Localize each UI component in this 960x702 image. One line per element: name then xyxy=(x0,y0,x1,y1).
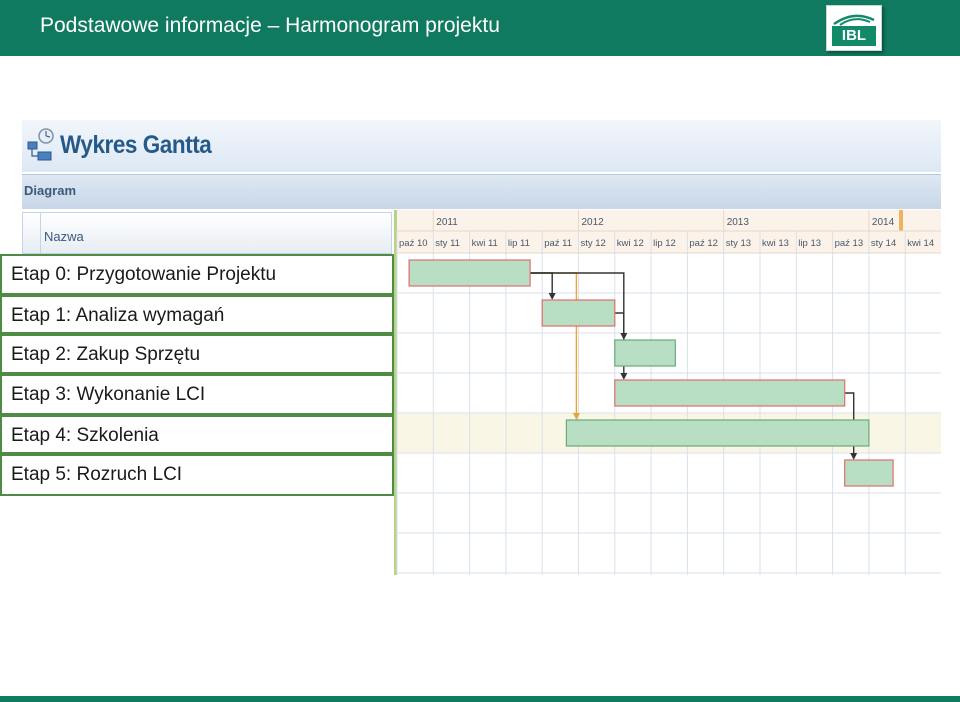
period-label: sty 13 xyxy=(725,238,752,249)
task-name-label: Etap 1: Analiza wymagań xyxy=(11,305,225,326)
timeline-right-marker xyxy=(899,210,903,231)
diagram-panel-header[interactable] xyxy=(22,174,941,209)
task-name-label: Etap 5: Rozruch LCI xyxy=(11,464,183,485)
period-label: kwi 11 xyxy=(471,238,498,249)
gantt-header xyxy=(22,120,941,172)
ibl-logo xyxy=(826,5,882,51)
year-label: 2014 xyxy=(871,217,895,228)
period-label: paź 13 xyxy=(834,238,864,249)
task-name-label: Etap 2: Zakup Sprzętu xyxy=(11,344,201,365)
period-label: sty 11 xyxy=(435,238,460,249)
logo-roof-icon xyxy=(832,8,876,26)
logo-badge xyxy=(832,26,876,46)
name-column-label: Nazwa xyxy=(44,229,84,244)
name-column-header[interactable] xyxy=(22,212,392,254)
task-bar xyxy=(615,340,676,366)
task-bar xyxy=(542,300,615,326)
diagram-label: Diagram xyxy=(24,183,77,198)
task-bar xyxy=(566,420,869,446)
period-label: paź 11 xyxy=(544,238,573,249)
column-separator xyxy=(40,213,41,253)
period-label: paź 10 xyxy=(399,238,428,249)
task-name-label: Etap 0: Przygotowanie Projektu xyxy=(11,264,277,285)
gantt-title: Wykres Gantta xyxy=(60,131,212,159)
period-label: kwi 12 xyxy=(616,238,644,249)
period-label: lip 13 xyxy=(798,238,822,249)
gantt-timeline[interactable] xyxy=(394,210,941,575)
period-label: kwi 13 xyxy=(762,238,789,249)
year-label: 2012 xyxy=(581,217,604,228)
logo-text: IBL xyxy=(841,27,867,44)
task-bar xyxy=(615,380,845,406)
task-row-name[interactable] xyxy=(0,254,394,295)
task-bar xyxy=(409,260,530,286)
gantt-chart-icon xyxy=(26,126,56,162)
task-row-name[interactable] xyxy=(0,295,394,334)
year-label: 2011 xyxy=(436,217,458,228)
task-row-name[interactable] xyxy=(0,415,394,454)
period-label: lip 11 xyxy=(507,238,530,249)
task-bar xyxy=(845,460,893,486)
period-label: sty 12 xyxy=(580,238,606,249)
period-label: kwi 14 xyxy=(907,238,935,249)
slide-footer xyxy=(0,696,960,702)
slide-title: Podstawowe informacje – Harmonogram projektu xyxy=(40,14,500,37)
task-name-label: Etap 3: Wykonanie LCI xyxy=(11,384,206,405)
task-row-name[interactable] xyxy=(0,374,394,415)
year-label: 2013 xyxy=(726,217,749,228)
task-row-name[interactable] xyxy=(0,334,394,374)
period-label: paź 12 xyxy=(689,238,718,249)
period-label: lip 12 xyxy=(653,238,676,249)
task-row-name[interactable] xyxy=(0,454,394,496)
task-name-label: Etap 4: Szkolenia xyxy=(11,425,159,446)
slide-header xyxy=(0,0,960,56)
period-label: sty 14 xyxy=(870,238,897,249)
